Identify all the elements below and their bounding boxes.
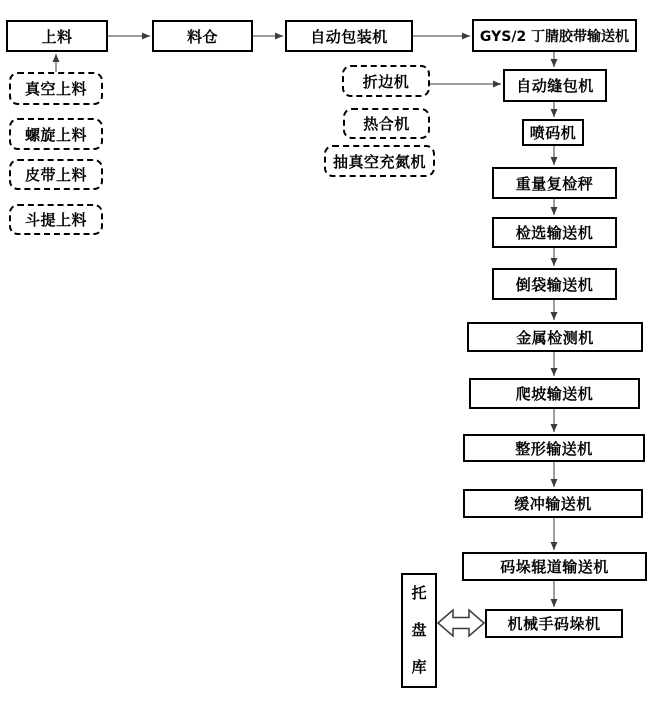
node-robot-palletizer: 机械手码垛机	[485, 609, 623, 638]
node-belt-feed: 皮带上料	[9, 159, 103, 190]
node-checkweigher: 重量复检秤	[492, 167, 617, 199]
node-sorting-conveyor: 检选输送机	[492, 217, 617, 248]
node-pallet-warehouse	[401, 573, 437, 688]
node-screw-feed: 螺旋上料	[9, 118, 103, 150]
node-metal-detector: 金属检测机	[467, 322, 643, 352]
node-vacuum-feed: 真空上料	[9, 72, 103, 105]
node-inkjet-coder: 喷码机	[522, 119, 584, 146]
node-vacuum-nitrogen: 抽真空充氮机	[324, 145, 435, 177]
node-incline-conveyor: 爬坡输送机	[469, 378, 640, 409]
pallet-warehouse-char-1: 托	[411, 584, 427, 602]
node-bag-sewer: 自动缝包机	[503, 69, 607, 102]
node-shaping-conveyor: 整形输送机	[463, 434, 645, 462]
node-buffer-conveyor: 缓冲输送机	[463, 489, 643, 518]
pallet-warehouse-char-2: 盘	[411, 621, 427, 639]
pallet-warehouse-char-3: 库	[411, 658, 427, 676]
node-heat-sealer: 热合机	[343, 108, 430, 139]
node-auto-packer: 自动包装机	[285, 20, 413, 52]
node-gys-belt-conveyor: GYS/2 丁腈胶带输送机	[472, 19, 637, 52]
node-feed: 上料	[6, 20, 108, 52]
node-pallet-roller-conveyor: 码垛辊道输送机	[462, 552, 647, 581]
double-arrow-warehouse-palletizer	[438, 610, 484, 636]
node-bucket-feed: 斗提上料	[9, 204, 103, 235]
node-edge-folder: 折边机	[342, 65, 430, 97]
node-silo: 料仓	[152, 20, 253, 52]
node-bag-flip-conveyor: 倒袋输送机	[492, 268, 617, 300]
